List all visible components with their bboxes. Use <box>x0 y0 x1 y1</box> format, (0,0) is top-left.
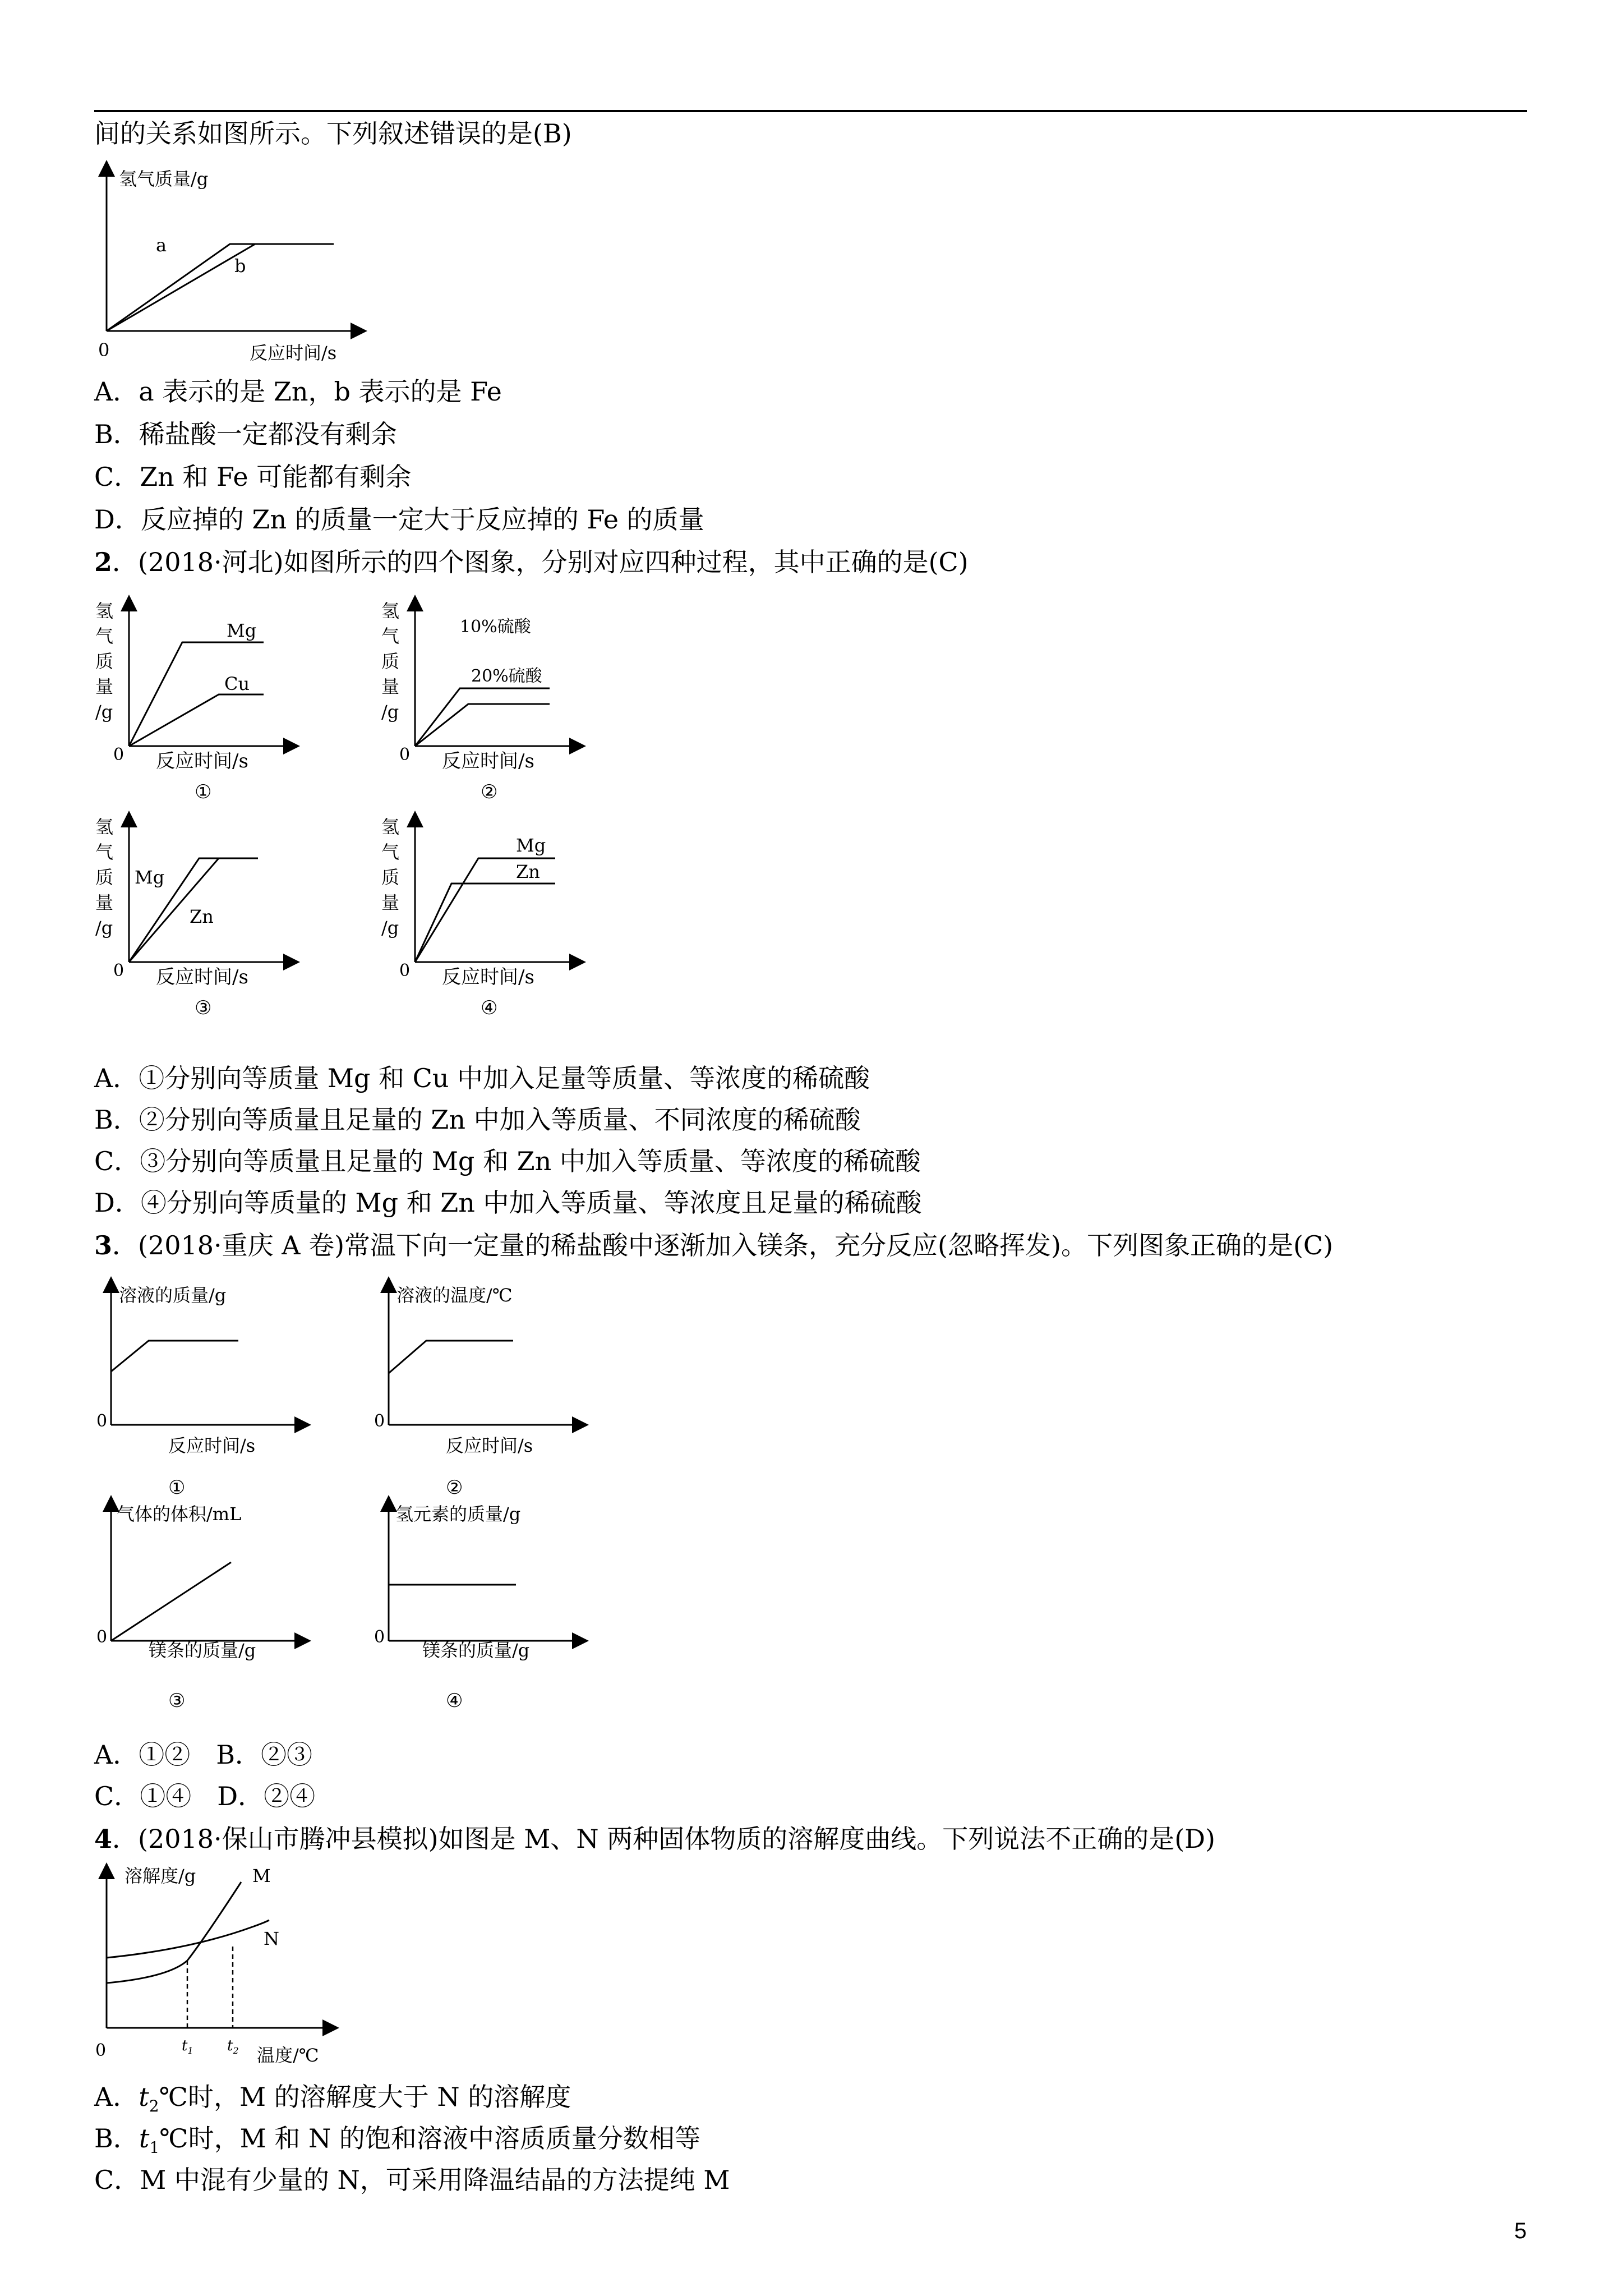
y-label-char: 气 <box>95 841 114 863</box>
twenty-percent-line <box>415 704 550 746</box>
y-label-char: 氢 <box>95 600 114 622</box>
q4-stem-text: ．(2018·保山市腾冲县模拟)如图是 M、N 两种固体物质的溶解度曲线。下列说法不正确的是(D) <box>112 1824 1215 1854</box>
y-label-char: 质 <box>381 651 400 672</box>
x-label: 反应时间/s <box>168 1435 256 1456</box>
t2-sub: 2 <box>233 2045 239 2056</box>
y-label-char: /g <box>95 701 113 723</box>
q4-number: 4 <box>94 1824 113 1854</box>
x-label: 反应时间/s <box>156 966 248 988</box>
q1-option-c: C．Zn 和 Fe 可能都有剩余 <box>94 462 412 492</box>
t1-t: t <box>182 2037 188 2054</box>
q2-graph-2 <box>376 592 600 808</box>
q3-number: 3 <box>94 1230 113 1260</box>
q4-option-a <box>94 2080 571 2123</box>
y-label-char: 质 <box>95 651 114 672</box>
q2-option-a: A．①分别向等质量 Mg 和 Cu 中加入足量等质量、等浓度的稀硫酸 <box>94 1063 870 1093</box>
x-label: 反应时间/s <box>250 342 337 364</box>
y-label: 溶解度/g <box>125 1865 196 1887</box>
q3-graph-1 <box>84 1273 331 1498</box>
x-label: 镁条的质量/g <box>422 1640 530 1661</box>
cu-line <box>129 694 264 746</box>
y-label-char: /g <box>95 917 113 938</box>
origin: 0 <box>113 961 125 981</box>
t-subscript: 1 <box>149 2138 160 2157</box>
q2-stem <box>94 545 969 579</box>
y-label-char: 氢 <box>381 600 400 622</box>
y-label-char: 气 <box>381 625 400 647</box>
q2-stem-text: ．(2018·河北)如图所示的四个图象，分别对应四种过程，其中正确的是(C) <box>112 547 969 577</box>
y-label-char: 质 <box>95 867 114 888</box>
line-b <box>107 244 255 331</box>
origin: 0 <box>96 1411 108 1431</box>
option-prefix: B． <box>94 2123 139 2154</box>
t1-label <box>182 2037 193 2056</box>
option-text: ℃时，M 的溶解度大于 N 的溶解度 <box>159 2082 571 2112</box>
gas-volume-line <box>111 1562 231 1641</box>
y-label-char: 质 <box>381 867 400 888</box>
q3-stem <box>94 1228 1333 1262</box>
mg-label: Mg <box>135 867 165 888</box>
curve-m-label: M <box>252 1865 271 1887</box>
zn-label: Zn <box>516 861 540 882</box>
ten-percent-line <box>415 688 550 746</box>
origin: 0 <box>399 961 411 981</box>
x-label: 镁条的质量/g <box>149 1640 256 1661</box>
q2-option-b: B．②分别向等质量且足量的 Zn 中加入等质量、不同浓度的稀硫酸 <box>94 1105 861 1135</box>
y-label-char: /g <box>381 701 399 723</box>
q1-option-b: B．稀盐酸一定都没有剩余 <box>94 419 397 449</box>
twenty-percent-label: 20%硫酸 <box>471 666 542 686</box>
q2-option-c: C．③分别向等质量且足量的 Mg 和 Zn 中加入等质量、等浓度的稀硫酸 <box>94 1146 921 1176</box>
caption: ③ <box>195 997 212 1019</box>
caption: ③ <box>168 1690 186 1712</box>
caption: ① <box>195 781 212 803</box>
x-label: 反应时间/s <box>446 1435 533 1456</box>
option-text: M 中混有少量的 N，可采用降温结晶的方法提纯 M <box>140 2165 730 2195</box>
option-text: ℃时，M 和 N 的饱和溶液中溶质质量分数相等 <box>159 2123 700 2154</box>
origin: 0 <box>95 2041 107 2060</box>
q1-stem-tail: 间的关系如图所示。下列叙述错误的是(B) <box>94 118 572 149</box>
origin: 0 <box>113 745 125 765</box>
temperature-line <box>389 1341 513 1373</box>
q1-option-a: A．a 表示的是 Zn，b 表示的是 Fe <box>94 376 502 407</box>
origin: 0 <box>374 1627 385 1647</box>
y-label-char: /g <box>381 917 399 938</box>
page-number: 5 <box>1514 2219 1527 2243</box>
line-b-label: b <box>234 255 246 277</box>
origin: 0 <box>399 745 411 765</box>
y-label: 气体的体积/mL <box>117 1503 242 1525</box>
ten-percent-label: 10%硫酸 <box>460 617 531 637</box>
curve-n <box>107 1920 269 1958</box>
q4-graph <box>84 1860 376 2073</box>
y-label: 氢气质量/g <box>119 168 209 190</box>
q4-option-c <box>94 2163 730 2197</box>
zn-label: Zn <box>190 906 214 927</box>
caption: ① <box>168 1476 186 1498</box>
x-label: 温度/℃ <box>257 2045 319 2066</box>
caption: ② <box>446 1476 463 1498</box>
y-label: 溶液的温度/℃ <box>396 1285 513 1306</box>
curve-m <box>107 1882 241 1983</box>
y-label-char: 量 <box>95 892 114 913</box>
origin: 0 <box>374 1411 385 1431</box>
x-label: 反应时间/s <box>442 966 534 988</box>
y-label: 氢元素的质量/g <box>395 1503 521 1525</box>
y-label-char: 氢 <box>381 816 400 838</box>
solution-mass-line <box>111 1341 238 1372</box>
y-label-char: 量 <box>381 676 400 697</box>
zn-line <box>415 884 555 962</box>
t2-label <box>227 2037 239 2056</box>
t2-t: t <box>227 2037 233 2054</box>
q2-option-d: D．④分别向等质量的 Mg 和 Zn 中加入等质量、等浓度且足量的稀硫酸 <box>94 1188 922 1218</box>
q3-graph-2 <box>362 1273 608 1498</box>
q3-options-cd: C．①④ D．②④ <box>94 1781 316 1811</box>
origin: 0 <box>96 1627 108 1647</box>
x-label: 反应时间/s <box>156 750 248 772</box>
t1-sub: 1 <box>187 2045 193 2056</box>
q3-graph-3 <box>84 1492 331 1717</box>
caption: ④ <box>446 1690 463 1712</box>
y-label-char: 量 <box>381 892 400 913</box>
y-label-char: 量 <box>95 676 114 697</box>
header-rule <box>94 110 1527 112</box>
origin: 0 <box>98 339 110 361</box>
option-prefix: C． <box>94 2165 140 2195</box>
y-label-char: 氢 <box>95 816 114 838</box>
line-a <box>107 244 334 331</box>
q2-number: 2 <box>94 547 113 577</box>
t-subscript: 2 <box>149 2097 159 2116</box>
q2-graph-4 <box>376 808 600 1024</box>
option-prefix: A． <box>94 2082 139 2112</box>
cu-label: Cu <box>224 673 250 694</box>
mg-label: Mg <box>227 620 257 641</box>
x-label: 反应时间/s <box>442 750 534 772</box>
t-symbol: t <box>139 2082 149 2112</box>
q4-option-b <box>94 2122 700 2165</box>
mg-label: Mg <box>516 835 546 856</box>
caption: ② <box>481 781 498 803</box>
q4-stem <box>94 1822 1215 1856</box>
curve-n-label: N <box>264 1928 279 1949</box>
t-symbol: t <box>139 2123 150 2154</box>
y-label-char: 气 <box>95 625 114 647</box>
q3-graph-4 <box>362 1492 608 1717</box>
q3-stem-text: ．(2018·重庆 A 卷)常温下向一定量的稀盐酸中逐渐加入镁条，充分反应(忽略挥发)。下列图象正确的是(C) <box>112 1230 1334 1260</box>
q1-graph <box>84 157 376 370</box>
y-label: 溶液的质量/g <box>119 1285 227 1306</box>
q3-options-ab: A．①② B．②③ <box>94 1740 313 1770</box>
line-a-label: a <box>156 234 167 256</box>
y-label-char: 气 <box>381 841 400 863</box>
q1-option-d: D．反应掉的 Zn 的质量一定大于反应掉的 Fe 的质量 <box>94 504 704 535</box>
q2-graph-3 <box>90 808 314 1024</box>
q2-graph-1 <box>90 592 314 808</box>
caption: ④ <box>481 997 498 1019</box>
